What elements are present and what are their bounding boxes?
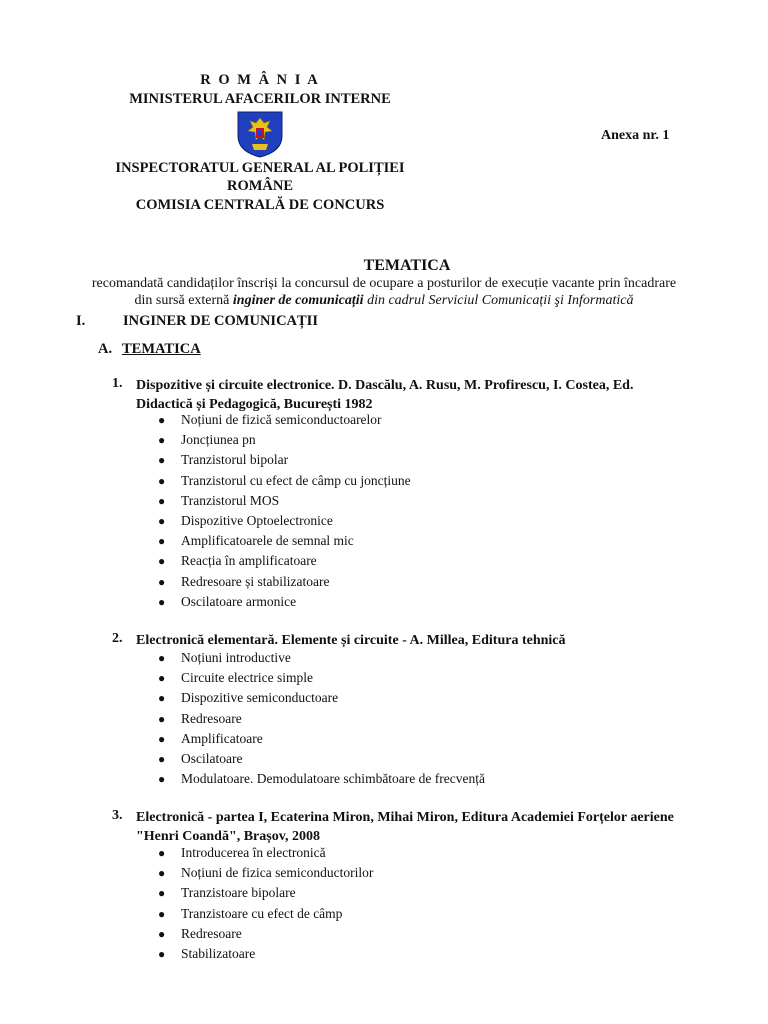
bullet-icon: ●: [158, 534, 166, 549]
subsection-heading: TEMATICA: [122, 341, 201, 357]
list-item: ● Noțiuni de fizică semiconductoarelor: [158, 410, 411, 430]
bullet-icon: ●: [158, 473, 166, 488]
item-title-line1: Electronică - partea I, Ecaterina Miron, Mihai Miron, Editura Academiei Forțelor aeriene: [136, 810, 674, 825]
list-item: ● Amplificatoarele de semnal mic: [158, 531, 411, 551]
list-item: ● Redresoare: [158, 709, 485, 729]
item-title-line1: Electronică elementară. Elemente și circuite - A. Millea, Editura tehnică: [136, 633, 566, 648]
item-title-line2: Didactică și Pedagogică, București 1982: [136, 397, 373, 412]
subtitle-position: inginer de comunicații: [232, 293, 364, 308]
subtitle-line2: [0, 293, 768, 309]
list-item: ● Dispozitive semiconductoare: [158, 688, 485, 708]
item-3-topics: [158, 843, 373, 964]
inspectorate-line1: INSPECTORATUL GENERAL AL POLIȚIEI: [115, 160, 405, 176]
list-item: ● Tranzistoare bipolare: [158, 883, 373, 903]
bullet-icon: ●: [158, 906, 166, 921]
list-item: ● Reacția în amplificatoare: [158, 551, 411, 571]
item-title: [136, 376, 720, 414]
bullet-icon: ●: [158, 493, 166, 508]
bullet-icon: ●: [158, 594, 166, 609]
list-item: ● Noțiuni de fizica semiconductorilor: [158, 863, 373, 883]
country-title: R O M Â N I A: [200, 72, 320, 88]
item-2-topics: [158, 648, 485, 789]
bullet-icon: ●: [158, 513, 166, 528]
section-heading: INGINER DE COMUNICAȚII: [123, 313, 318, 329]
bullet-icon: ●: [158, 453, 166, 468]
bullet-icon: ●: [158, 413, 166, 427]
bullet-icon: ●: [158, 751, 166, 766]
bullet-icon: ●: [158, 574, 166, 589]
bullet-icon: ●: [158, 433, 166, 448]
subtitle-prefix: din sursă externă: [134, 293, 233, 308]
subtitle-service: din cadrul Serviciul Comunicații şi Informatică: [363, 293, 634, 308]
subtitle-line1: recomandată candidaților înscriși la concursul de ocupare a posturilor de execuție vacante prin încadrare: [91, 276, 677, 291]
list-item: ● Tranzistoare cu efect de câmp: [158, 904, 373, 924]
bullet-icon: ●: [158, 926, 166, 941]
item-number: 3.: [112, 808, 123, 823]
inspectorate-line2: ROMÂNE: [226, 178, 294, 194]
item-title-line2: "Henri Coandă", Brașov, 2008: [136, 829, 320, 844]
list-item: ● Noțiuni introductive: [158, 648, 485, 668]
list-item: ● Circuite electrice simple: [158, 668, 485, 688]
list-item: ● Redresoare: [158, 924, 373, 944]
bullet-icon: ●: [158, 946, 166, 961]
list-item: ● Joncțiunea pn: [158, 430, 411, 450]
list-item: ● Tranzistorul cu efect de câmp cu joncțiune: [158, 471, 411, 491]
list-item: ● Modulatoare. Demodulatoare schimbătoare de frecvență: [158, 769, 485, 789]
list-item: ● Dispozitive Optoelectronice: [158, 511, 411, 531]
annex-label: Anexa nr. 1: [601, 128, 670, 143]
coat-of-arms-icon: [234, 110, 286, 158]
item-number: 2.: [112, 631, 123, 646]
document-title: TEMATICA: [363, 257, 451, 274]
list-item: ● Oscilatoare armonice: [158, 592, 411, 612]
item-1-topics: [158, 410, 411, 612]
item-title-line1: Dispozitive și circuite electronice. D. Dascălu, A. Rusu, M. Profirescu, I. Costea, Ed.: [136, 378, 634, 393]
list-item: ● Oscilatoare: [158, 749, 485, 769]
bullet-icon: ●: [158, 671, 166, 686]
item-title: [136, 808, 720, 846]
item-number: 1.: [112, 376, 123, 391]
bullet-icon: ●: [158, 691, 166, 706]
list-item: ● Tranzistorul bipolar: [158, 450, 411, 470]
bullet-icon: ●: [158, 886, 166, 901]
section-roman: I.: [76, 313, 86, 329]
list-item: ● Introducerea în electronică: [158, 843, 373, 863]
list-item: ● Redresoare și stabilizatoare: [158, 572, 411, 592]
list-item: ● Tranzistorul MOS: [158, 491, 411, 511]
subsection-letter: A.: [98, 341, 113, 357]
bullet-icon: ●: [158, 711, 166, 726]
list-item: ● Amplificatoare: [158, 729, 485, 749]
list-item: ● Stabilizatoare: [158, 944, 373, 964]
commission-title: COMISIA CENTRALĂ DE CONCURS: [135, 197, 385, 213]
bullet-icon: ●: [158, 651, 166, 665]
bullet-icon: ●: [158, 866, 166, 881]
bullet-icon: ●: [158, 554, 166, 569]
bullet-icon: ●: [158, 772, 166, 787]
bullet-icon: ●: [158, 731, 166, 746]
ministry-title: MINISTERUL AFACERILOR INTERNE: [129, 91, 391, 107]
bullet-icon: ●: [158, 846, 166, 860]
